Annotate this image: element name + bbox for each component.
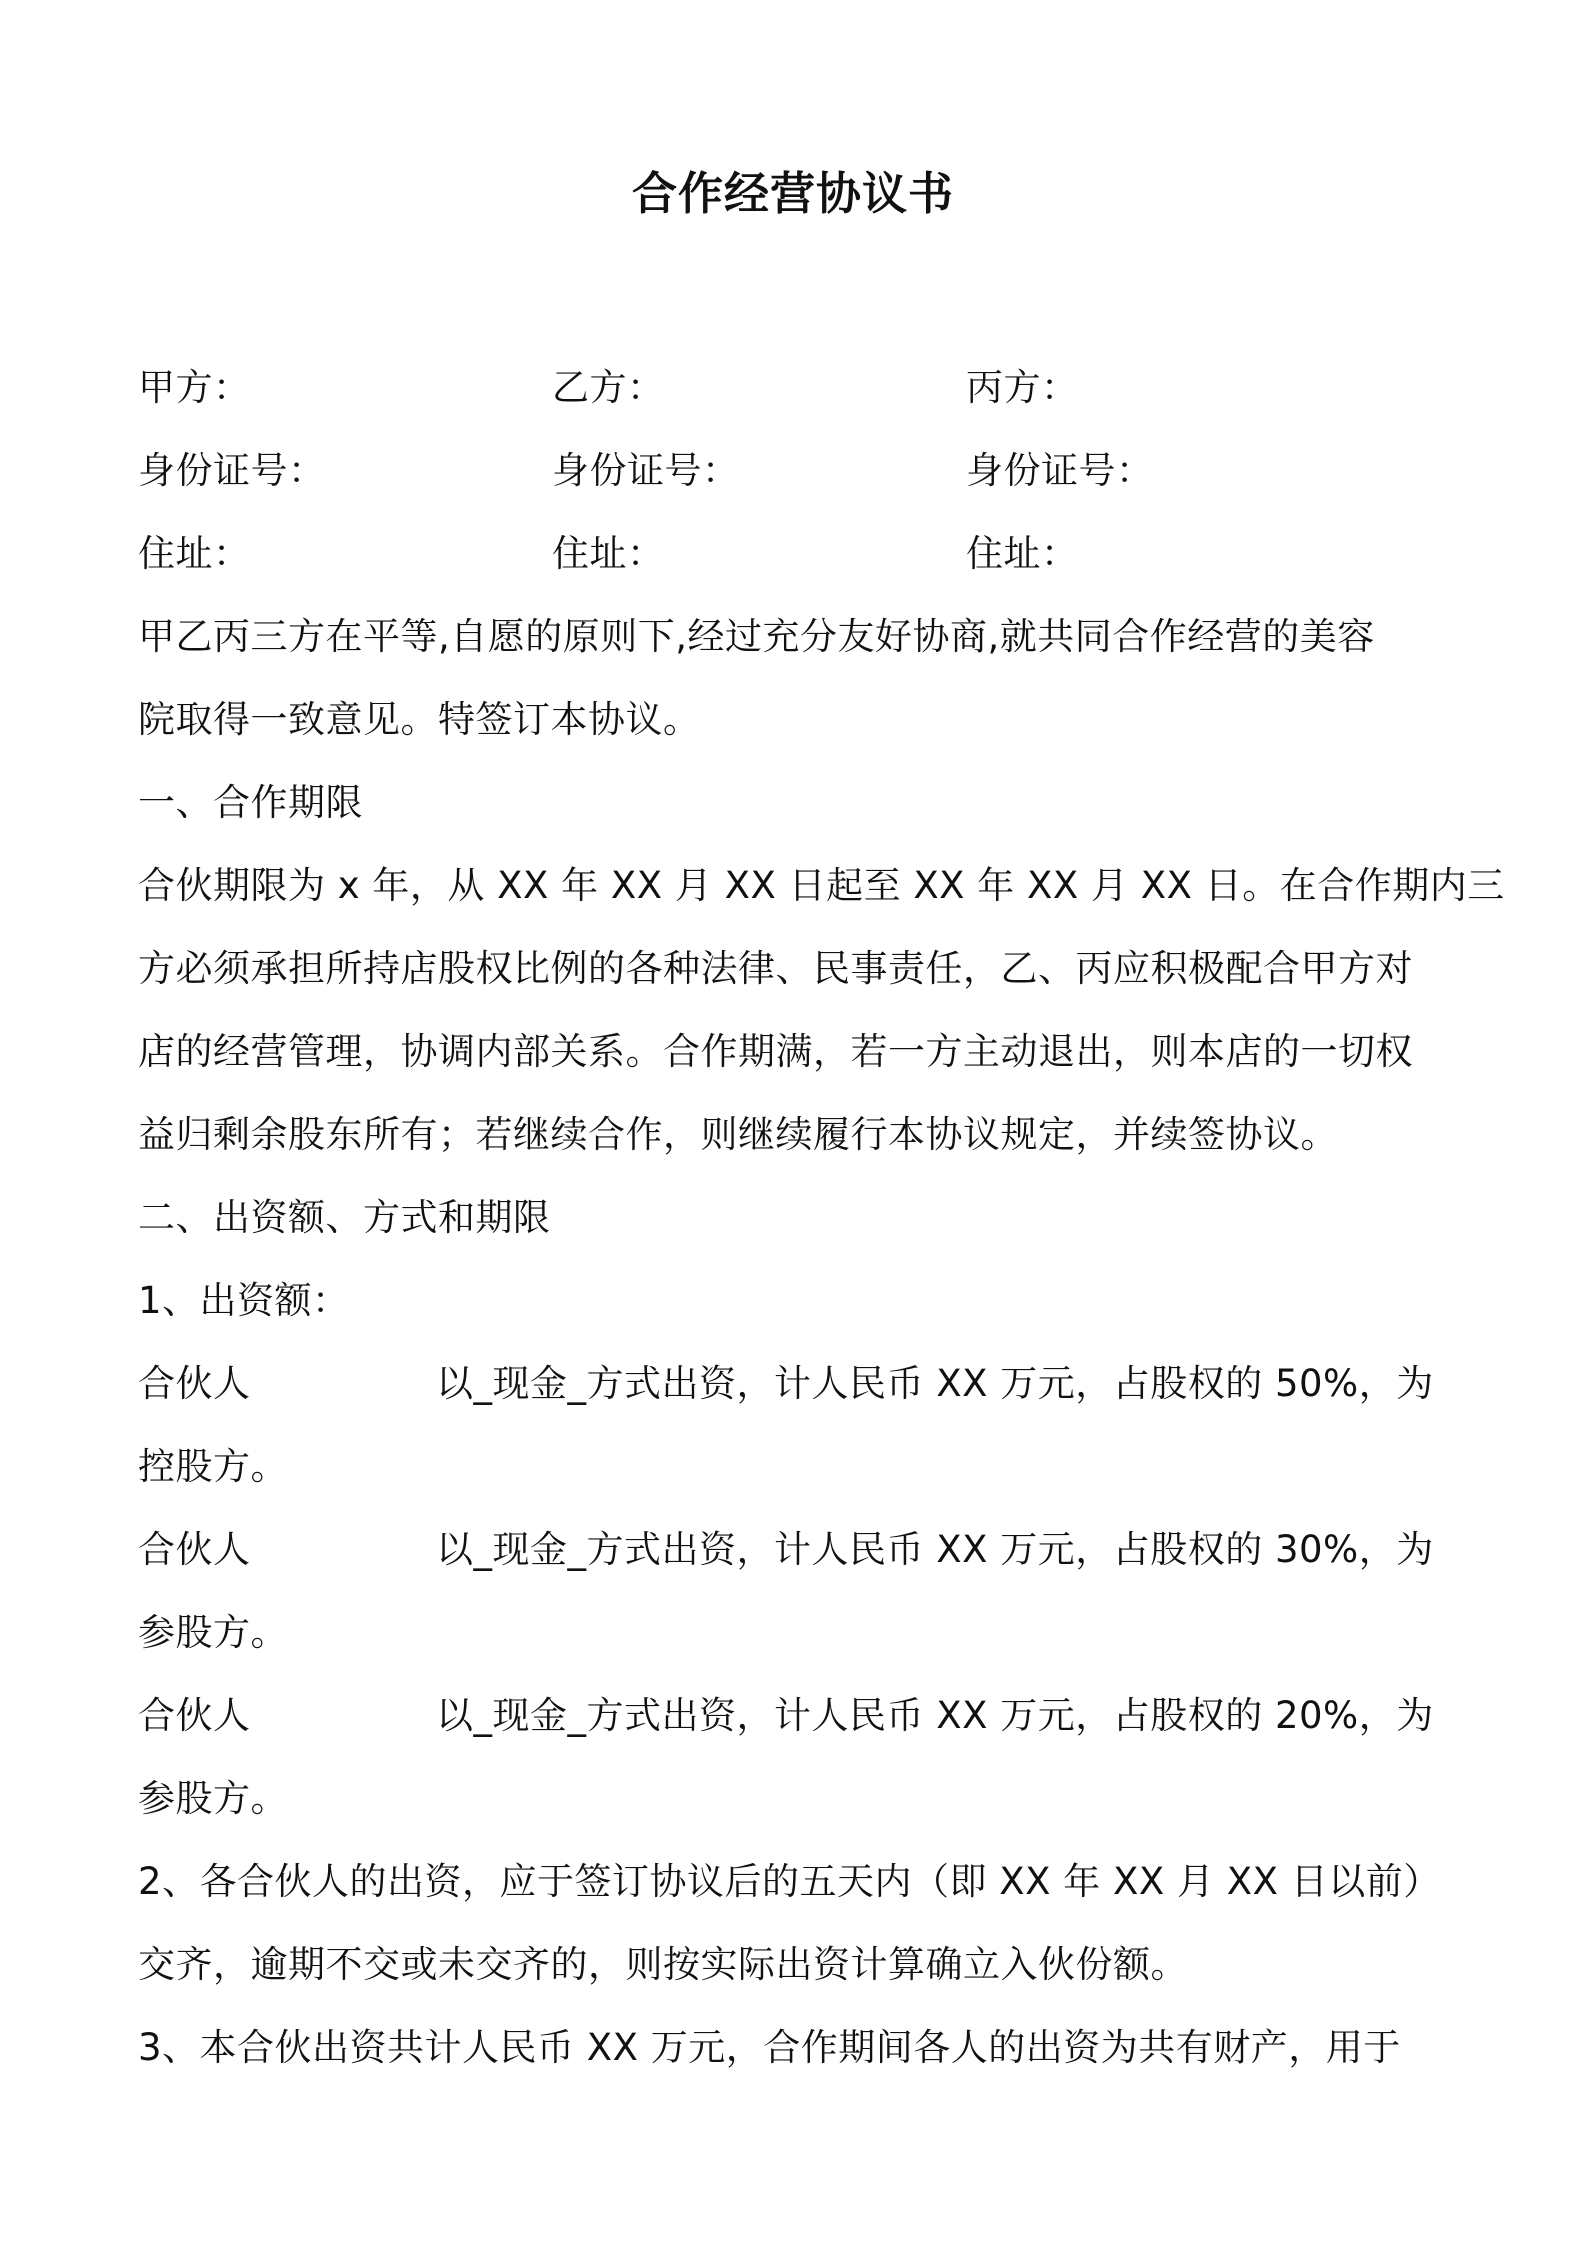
section1-line: 益归剩余股东所有；若继续合作，则继续履行本协议规定，并续签协议。	[138, 1113, 1338, 1156]
partner-label: 合伙人	[138, 1694, 251, 1737]
party-a-id-label: 身份证号：	[138, 449, 326, 492]
party-b-label: 乙方：	[552, 366, 665, 409]
intro-line: 甲乙丙三方在平等,自愿的原则下,经过充分友好协商,就共同合作经营的美容	[138, 615, 1375, 658]
partner-role: 参股方。	[138, 1777, 288, 1820]
section-heading-term: 一、合作期限	[138, 781, 363, 824]
party-c-id-label: 身份证号：	[966, 449, 1154, 492]
party-c-address-label: 住址：	[966, 532, 1079, 575]
item2-line: 2、各合伙人的出资，应于签订协议后的五天内（即 XX 年 XX 月 XX 日以前）	[138, 1860, 1441, 1903]
item2-line: 交齐，逾期不交或未交齐的，则按实际出资计算确立入伙份额。	[138, 1943, 1188, 1986]
item3-line: 3、本合伙出资共计人民币 XX 万元，合作期间各人的出资为共有财产，用于	[138, 2026, 1401, 2069]
partner-role: 控股方。	[138, 1445, 288, 1488]
party-c-label: 丙方：	[966, 366, 1079, 409]
section1-line: 合伙期限为 x 年，从 XX 年 XX 月 XX 日起至 XX 年 XX 月 XX 日。在合作期内三	[138, 864, 1505, 907]
partner-label: 合伙人	[138, 1362, 251, 1405]
document-title: 合作经营协议书	[631, 167, 954, 220]
partner-contribution-text: 以_现金_方式出资，计人民币 XX 万元，占股权的 50%，为	[436, 1362, 1434, 1405]
party-b-address-label: 住址：	[552, 532, 665, 575]
section1-line: 方必须承担所持店股权比例的各种法律、民事责任，乙、丙应积极配合甲方对	[138, 947, 1413, 990]
party-a-address-label: 住址：	[138, 532, 251, 575]
partner-role: 参股方。	[138, 1611, 288, 1654]
item1-heading: 1、出资额：	[138, 1279, 350, 1322]
party-a-label: 甲方：	[138, 366, 251, 409]
partner-contribution-text: 以_现金_方式出资，计人民币 XX 万元，占股权的 30%，为	[436, 1528, 1434, 1571]
party-b-id-label: 身份证号：	[552, 449, 740, 492]
partner-contribution-text: 以_现金_方式出资，计人民币 XX 万元，占股权的 20%，为	[436, 1694, 1434, 1737]
partner-label: 合伙人	[138, 1528, 251, 1571]
section1-line: 店的经营管理，协调内部关系。合作期满，若一方主动退出，则本店的一切权	[138, 1030, 1413, 1073]
section-heading-contribution: 二、出资额、方式和期限	[138, 1196, 551, 1239]
intro-line: 院取得一致意见。特签订本协议。	[138, 698, 701, 741]
